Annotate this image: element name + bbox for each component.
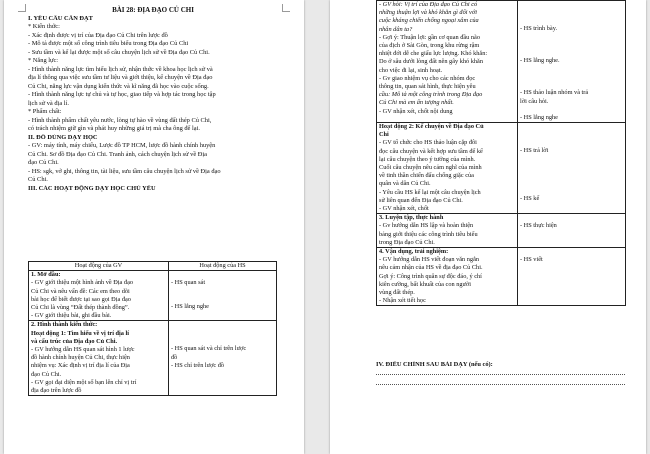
cell-line: - HS lắng nghe: [520, 113, 558, 121]
cell-line: - HS viết: [520, 256, 543, 264]
cell-line: nhân dân ta?: [379, 25, 413, 33]
row-title: 4. Vận dụng, trải nghiệm:: [379, 248, 449, 256]
cell-line: - Gợi ý: Thuận lợi: gần cơ quan đầu não: [379, 33, 480, 41]
cell-line: - GV giới thiệu bài, ghi đầu bài.: [31, 312, 112, 320]
table-row: [377, 123, 626, 214]
cell-line: Do ở sâu dưới lòng đất nên gây khó khăn: [379, 58, 483, 66]
activity-table-1: [28, 261, 277, 396]
column-header-gv: Hoạt động của GV: [29, 262, 169, 271]
cell-line: địa đạo trên lược đồ: [31, 387, 82, 395]
column-header-hs: Hoạt động của HS: [169, 262, 277, 271]
gv-cell: [377, 214, 518, 248]
cell-line: - GV nhận xét, chốt: [379, 205, 429, 213]
cell-line: lời câu hỏi.: [520, 97, 549, 105]
cell-line: - HS kể: [520, 195, 540, 203]
cell-line: cuộc kháng chiến chống ngoại xâm của: [379, 17, 479, 25]
text-line: - GV: máy tính, máy chiếu, Lược đồ TP HCM, lược đồ hành chính huyện: [28, 142, 216, 149]
gv-cell: [377, 1, 518, 123]
table-row: [377, 214, 626, 248]
cell-line: sử liên quan đến Địa đạo Củ Chi.: [379, 196, 463, 204]
cell-line: lại câu chuyện theo ý tưởng của mình.: [379, 155, 476, 163]
cell-line: vùng đất thép.: [379, 289, 415, 297]
activity-title: Chi: [379, 131, 389, 139]
hs-cell: [518, 248, 626, 306]
page-1-text: [28, 6, 278, 193]
text-line: - Mô tả được một số công trình tiêu biểu trong Địa đạo Củ Chi: [28, 40, 189, 47]
text-line: có trách nhiệm giữ gìn và phát huy những giá trị mà cha ông để lại.: [28, 125, 200, 132]
document-page-2: [330, 0, 646, 454]
cell-line: - GV giới thiệu một hình ảnh về Địa đạo: [31, 279, 134, 287]
gv-cell: [29, 321, 169, 396]
hs-cell: [518, 123, 626, 214]
cell-line: của địch ở Sài Gòn, trong khu rừng rậm: [379, 42, 480, 50]
cell-line: - HS thảo luận nhóm và trả: [520, 89, 589, 97]
cell-line: nhiệt đới dễ che giấu lực lượng. Khó khăn:: [379, 50, 488, 58]
row-title: 1. Mở đầu:: [31, 271, 61, 279]
text-line: - Hình thành năng lực tự chủ và tự học, giao tiếp và hợp tác trong học tập: [28, 91, 216, 98]
text-line: Củ Chi, năng lực vận dụng kiến thức và kĩ năng đã học vào cuộc sống.: [28, 82, 209, 90]
cell-line: đọc câu chuyện và kết hợp sưu tầm để kể: [379, 147, 483, 155]
cell-line: bảng giới thiệu các công trình tiêu biểu: [379, 230, 478, 238]
activity-title: Hoạt động 2: Kể chuyện về Địa đạo Củ: [379, 123, 484, 131]
cell-line: - HS trả lời: [520, 147, 549, 155]
cell-line: bài học để biết được tại sao gọi Địa đạo: [31, 295, 131, 303]
row-title: 2. Hình thành kiến thức:: [31, 321, 98, 329]
cell-line: - GV tổ chức cho HS thảo luận cặp đôi: [379, 139, 477, 147]
cell-line: - HS quan sát: [171, 279, 206, 287]
section-heading: I. YÊU CẦU CẦN ĐẠT: [28, 14, 93, 22]
cell-line: - HS quan sát và chỉ trên lược: [171, 345, 247, 353]
lesson-title: BÀI 28: ĐỊA ĐẠO CỦ CHI: [112, 6, 194, 14]
cell-line: đạo Củ Chi.: [31, 370, 62, 378]
cell-line: Cuối câu chuyện nêu cảm nghĩ của mình: [379, 164, 482, 172]
text-line: địa lí thông qua việc sưu tầm tư liệu và giới thiệu, kể chuyện về Địa đạo: [28, 74, 213, 81]
section-heading: II. ĐỒ DÙNG DẠY HỌC: [28, 133, 98, 141]
gv-cell: [29, 271, 169, 321]
hs-cell: [518, 1, 626, 123]
table-header-row: [29, 262, 277, 271]
activity-title: Hoạt động 1: Tìm hiểu về vị trí địa lí: [31, 329, 130, 337]
table-row: [29, 321, 277, 396]
cell-line: trong Địa đạo Củ Chi.: [379, 238, 435, 246]
document-page-1: [4, 0, 304, 454]
cell-line: - Yêu cầu HS kể lại một câu chuyện lịch: [379, 188, 481, 196]
cell-line: nêu cảm nhận của HS về địa đạo Củ Chi.: [379, 264, 483, 272]
table-row: [377, 1, 626, 123]
text-line: Củ Chi. Sơ đồ Địa đạo Củ Chi. Tranh ảnh, cách chuyện lịch sử về Địa: [28, 150, 208, 158]
section-heading: III. CÁC HOẠT ĐỘNG DẠY HỌC CHỦ YẾU: [28, 184, 156, 192]
fill-in-line: [376, 384, 625, 385]
cell-line: Củ Chi mà em ấn tượng nhất.: [379, 99, 454, 107]
hs-cell: [169, 271, 277, 321]
crop-mark: [18, 4, 26, 12]
activity-title: và cấu trúc của Địa đạo Củ Chi.: [31, 337, 118, 345]
cell-line: - HS lắng nghe.: [520, 57, 560, 65]
cell-line: - GV hỏi: Vị trí của Địa đạo Củ Chi có: [379, 1, 478, 8]
cell-line: - HS chỉ trên lược đồ: [171, 361, 225, 369]
text-line: lịch sử và địa lí.: [28, 99, 69, 107]
text-line: - Hình thành phẩm chất yêu nước, lòng tự hào về vùng đất thép Củ Chi,: [28, 116, 212, 124]
text-line: - Sưu tầm và kể lại được một số câu chuyện lịch sử về Địa đạo Củ Chi.: [28, 48, 210, 56]
fill-in-line: [376, 374, 625, 375]
cell-line: - GV hướng dẫn HS viết đoạn văn ngắn: [379, 256, 480, 264]
gv-cell: [377, 123, 518, 214]
cell-line: - GV hướng dẫn HS quan sát hình 1 lược: [31, 346, 135, 354]
cell-line: những thuận lợi và khó khăn gì đối với: [379, 9, 477, 17]
cell-line: Củ Chi là vùng “Đất thép thành đồng”.: [31, 304, 130, 312]
cell-line: - GV nhận xét, chốt nội dung: [379, 107, 453, 115]
activity-table-2: [376, 0, 626, 306]
text-line: Củ Chi.: [28, 176, 48, 183]
label: * Năng lực:: [28, 57, 59, 64]
cell-line: - HS trình bày.: [520, 25, 558, 32]
row-title: 3. Luyện tập, thực hành: [379, 214, 444, 222]
text-line: đạo Củ Chi.: [28, 159, 59, 166]
cell-line: - Gv giao nhiệm vụ cho các nhóm đọc: [379, 74, 476, 82]
text-line: - Xác định được vị trí của Địa đạo Củ Chi trên lược đồ: [28, 31, 168, 39]
cell-line: đồ hành chính huyện Củ Chi, thực hiện: [31, 354, 130, 362]
section-heading: IV. ĐIỀU CHỈNH SAU BÀI DẠY (nếu có):: [376, 361, 493, 368]
cell-line: - GV gọi đại diện một số bạn lên chỉ vị trí: [31, 378, 137, 386]
label: * Phẩm chất:: [28, 108, 62, 115]
gv-cell: [377, 248, 518, 306]
cell-line: cầu: Mô tả một công trình trong Địa đạo: [379, 91, 483, 99]
cell-line: thông tin, quan sát hình, thực hiện yêu: [379, 83, 476, 91]
cell-line: nhiệm vụ: Xác định vị trí địa lí của Địa: [31, 362, 130, 370]
table-row: [29, 271, 277, 321]
cell-line: đồ: [171, 353, 178, 361]
crop-mark: [282, 4, 290, 12]
hs-cell: [169, 321, 277, 396]
cell-line: - Gv hướng dẫn HS lập và hoàn thiện: [379, 222, 474, 230]
cell-line: - HS thực hiện: [520, 222, 557, 230]
text-line: - HS: sgk, vở ghi, thông tin, tài liệu, sưu tầm câu chuyện lịch sử về Địa đạo: [28, 167, 221, 175]
cell-line: Gợi ý: Công trình quân sự độc đáo, ý chí: [379, 272, 482, 280]
cell-line: - Nhận xét tiết học: [379, 297, 426, 305]
cell-line: quân và dân Củ Chi.: [379, 180, 431, 188]
text-line: - Hình thành năng lực tìm hiểu lịch sử, nhận thức về khoa học lịch sử và: [28, 65, 213, 73]
cell-line: Củ Chi và nêu vấn đề: Các em theo dõi: [31, 287, 130, 295]
cell-line: về tinh thần chiến đấu chống giặc của: [379, 172, 474, 180]
cell-line: cho việc đi lại, sinh hoạt.: [379, 66, 443, 74]
cell-line: - HS lắng nghe: [171, 303, 209, 311]
label: * Kiến thức:: [28, 23, 60, 30]
cell-line: kiên cường, bất khuất của con người: [379, 280, 471, 288]
table-row: [377, 248, 626, 306]
hs-cell: [518, 214, 626, 248]
